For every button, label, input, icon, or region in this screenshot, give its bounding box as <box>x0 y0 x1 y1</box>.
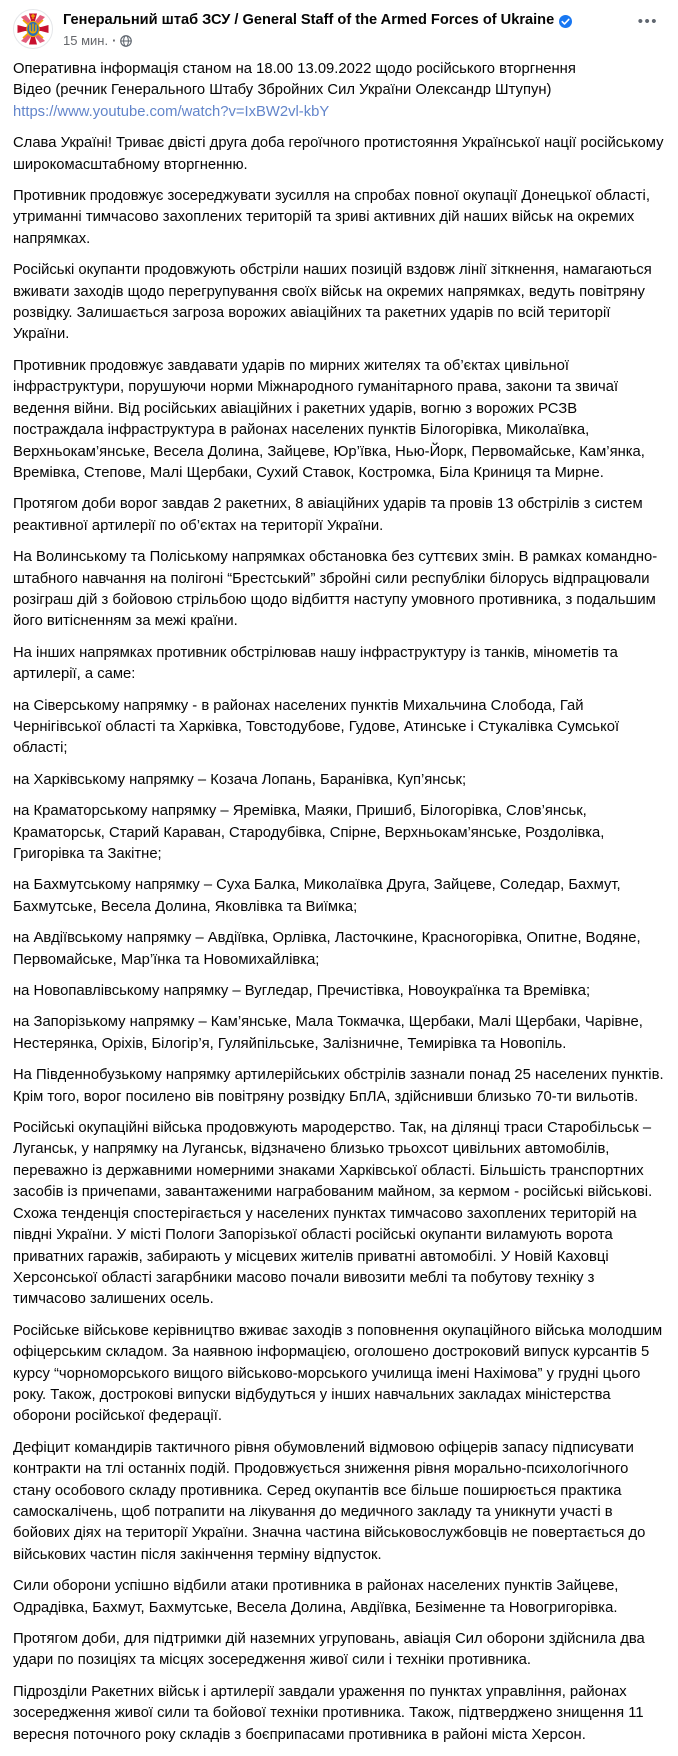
post-paragraph: На Волинському та Поліському напрямках обстановка без суттєвих змін. В рамках командно-штабного навчання на полігоні “Брестський” збройні сили республіки білорусь відпрацювали розіграш дій з бойовою стрільбою щодо відбиття наступу умовного противника, з подальшим його витісненням за межі країни. <box>13 549 658 630</box>
audience-globe-icon <box>120 35 132 47</box>
post-paragraph: На інших напрямках противник обстрілював нашу інфраструктуру із танків, мінометів та артилерії, а саме: <box>13 644 618 683</box>
post-paragraph: Російське військове керівництво вживає заходів з поповнення окупаційного війська молодшим офіцерським складом. За наявною інформацією, оголошено достроковий випуск курсантів 5 курсу “чорноморського вищого військово-морського училища імені Нахімова” у грудні цього року. Також, дострокові випуски відбудуться у інших навчальних закладах міністерства оборони російської федерації. <box>13 1322 663 1425</box>
post-timestamp[interactable]: 15 мин. <box>63 33 109 48</box>
page-avatar[interactable] <box>13 9 53 49</box>
youtube-link[interactable]: https://www.youtube.com/watch?v=IxBW2vl-kbY <box>13 103 330 120</box>
post-paragraph: Сили оборони успішно відбили атаки противника в районах населених пунктів Зайцеве, Одрадівка, Бахмут, Бахмутське, Весела Долина, Авдіївка, Безіменне та Новогригорівка. <box>13 1578 619 1616</box>
post-paragraph: Російські окупанти продовжують обстріли наших позицій вздовж лінії зіткнення, намагаються вживати заходів щодо перегрупування своїх військ на окремих напрямках, ведуть повітряну розвідку. Залишається загроза ворожих авіаційних та ракетних ударів по всій території України. <box>13 262 652 343</box>
post-paragraphs <box>13 133 664 1746</box>
general-staff-emblem-icon <box>15 11 51 47</box>
post-paragraph: на Авдіївському напрямку – Авдіївка, Орлівка, Ласточкине, Красногорівка, Опитне, Водяне, Первомайське, Мар’їнка та Новомихайлівка; <box>13 930 641 968</box>
post-paragraph: на Краматорському напрямку – Яремівка, Маяки, Пришиб, Білогорівка, Слов’янськ, Краматорськ, Старий Караван, Стародубівка, Спірне, Верхньокам’янське, Роздолівка, Григорівка та Закітне; <box>13 803 605 862</box>
post-paragraph: Протягом доби ворог завдав 2 ракетних, 8 авіаційних ударів та провів 13 обстрілів з систем реактивної артилерії по об’єктах на території України. <box>13 496 643 534</box>
post-intro-block <box>13 59 664 123</box>
post-paragraph: на Бахмутському напрямку – Суха Балка, Миколаївка Друга, Зайцеве, Соледар, Бахмут, Бахмутське, Весела Долина, Яковлівка та Виїмка; <box>13 877 621 915</box>
post-paragraph: Підрозділи Ракетних військ і артилерії завдали ураження по пунктах управління, районах зосередження живої сили та бойової техніки противника. Також, підтверджено знищення 11 вересня поточного року складів з боєприпасами противника в районі міста Херсон. <box>13 1683 644 1743</box>
more-options-button[interactable]: ••• <box>637 13 658 30</box>
post-paragraph: Дефіцит командирів тактичного рівня обумовлений відмовою офіцерів запасу підписувати контракти на тлі останніх подій. Продовжується зниження рівня морально-психологічного стану особового складу противника. Серед окупантів все більше поширюється практика самоскалічень, щоб потрапити на лікування до медичного закладу та уникнути участі в бойових діях на території України. Значна частина військовослужбовців не повертається до військових частин після закінчення терміну відпусток. <box>13 1439 646 1563</box>
post-paragraph: на Харківському напрямку – Козача Лопань, Баранівка, Куп’янськ; <box>13 771 467 788</box>
post-header <box>13 9 664 49</box>
post-paragraph: на Запорізькому напрямку – Кам’янське, Мала Токмачка, Щербаки, Малі Щербаки, Чарівне, Нестерянка, Оріхів, Білогір’я, Гуляйпільське, Залізничне, Темирівка та Новопіль. <box>13 1014 643 1052</box>
meta-separator: · <box>112 33 117 48</box>
post-paragraph: Протягом доби, для підтримки дій наземних угруповань, авіація Сил оборони здійснила два удари по позиціях та місцях зосередження живої сили і техніки противника. <box>13 1631 645 1669</box>
post-paragraph: Противник продовжує завдавати ударів по мирних жителях та об’єктах цивільної інфраструктури, порушуючи норми Міжнародного гуманітарного права, закони та звичаї ведення війни. Від російських авіаційних і ракетних ударів, вогню з ворожих РСЗВ постраждала інфраструктура в районах населених пунктів Білогорівка, Миколаївка, Верхньокам’янське, Весела Долина, Зайцеве, Юр’ївка, Нью-Йорк, Первомайське, Кам’янка, Времівка, Степове, Малі Щербаки, Сухий Ставок, Костромка, Біла Криниця та Мирне. <box>13 357 645 481</box>
post-body-text <box>13 59 664 1746</box>
post-paragraph: на Сіверському напрямку - в районах населених пунктів Михальчина Слобода, Гай Чернігівської області та Харківка, Товстодубове, Гудове, Атинське і Стукалівка Сумської області; <box>13 697 620 757</box>
post-paragraph: На Південнобузькому напрямку артилерійських обстрілів зазнали понад 25 населених пунктів. Крім того, ворог посилено вів повітряну розвідку БпЛА, здійснивши близько 70-ти вильотів. <box>13 1067 664 1105</box>
header-main <box>63 9 622 49</box>
page-name-link[interactable]: Генеральний штаб ЗСУ / General Staff of the Armed Forces of Ukraine <box>63 12 555 28</box>
post-paragraph: Противник продовжує зосереджувати зусилля на спробах повної окупації Донецької області, утриманні тимчасово захоплених територій та зриві активних дій наших військ на окремих напрямках. <box>13 188 650 247</box>
intro-line: Відео (речник Генерального Штабу Збройних Сил України Олександр Штупун) <box>13 82 552 99</box>
post-paragraph: Російські окупаційні війська продовжують мародерство. Так, на ділянці траси Старобільськ – Луганськ, у напрямку на Луганськ, відзначено близько трьохсот цивільних автомобілів, переважно із державними номерними знаками Харківської області. Більшість транспортних засобів із причепами, завантаженими награбованим майном, за кермом - російські військові. Схожа тенденція спостерігається у населених пунктах тимчасово захоплених територій на півдні України. У місті Пологи Запорізької області російські окупанти виламують ворота приватних гаражів, забирають у місцевих жителів приватні автомобілі. У Новій Каховці Херсонської області загарбники масово почали вивозити меблі та побутову техніку з тимчасово залишених осель. <box>13 1120 653 1308</box>
post-paragraph: Слава Україні! Триває двісті друга доба героїчного протистояння Української нації російському широкомасштабному вторгненню. <box>13 135 664 173</box>
intro-line: Оперативна інформація станом на 18.00 13.09.2022 щодо російського вторгнення <box>13 61 576 77</box>
post-paragraph: на Новопавлівському напрямку – Вугледар, Пречистівка, Новоукраїнка та Времівка; <box>13 983 591 1000</box>
verified-badge-icon <box>559 15 572 28</box>
